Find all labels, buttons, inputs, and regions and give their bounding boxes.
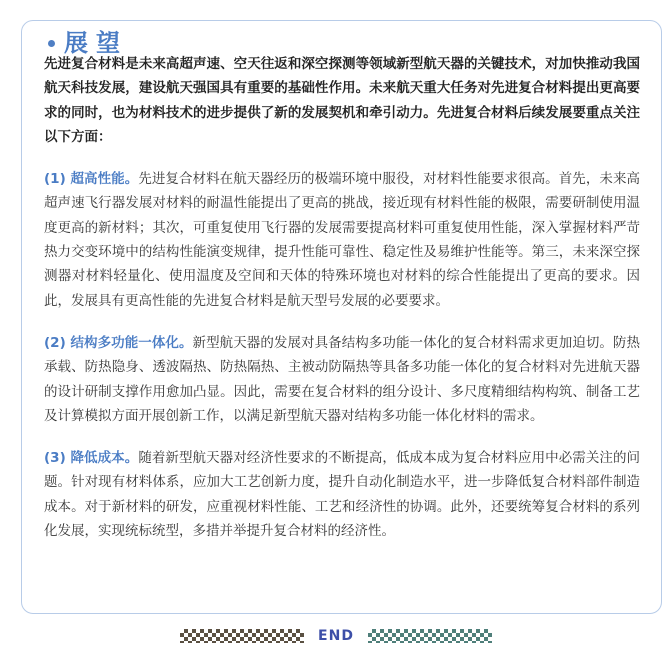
point-label-3: (3) 降低成本。 xyxy=(44,450,139,467)
point-paragraph-2 xyxy=(44,331,640,428)
point-text-1: 先进复合材料在航天器经历的极端环境中服役，对材料性能要求很高。首先，未来高超声速飞行器发展对材料的耐温性能提出了更高的挑战，接近现有材料性能的极限，需要研制使用温度更高的新材料；其次，可重复使用飞行器的发展需要提高材料可重复使用性能，深入掌握材料严苛热力交变环境中的结构性能演变规律，提升性能可靠性、稳定性及易维护性能等。第三，未来深空探测器对材料轻量化、使用温度及空间和天体的特殊环境也对材料的综合性能提出了更高的要求。因此，发展具有更高性能的先进复合材料是航天型号发展的必要要求。 xyxy=(44,171,641,309)
point-text-3: 随着新型航天器对经济性要求的不断提高，低成本成为复合材料应用中必需关注的问题。针对现有材料体系，应加大工艺创新力度，提升自动化制造水平，进一步降低复合材料部件制造成本。对于新材料的研发，应重视材料性能、工艺和经济性的协调。此外，还要统筹复合材料的系列化发展，实现统标统型，多措并举提升复合材料的经济性。 xyxy=(44,450,641,540)
point-paragraph-1 xyxy=(44,167,640,313)
point-paragraph-3 xyxy=(44,446,640,543)
article-body xyxy=(44,52,640,561)
point-label-1: (1) 超高性能。 xyxy=(44,171,139,188)
checker-divider-left xyxy=(180,629,304,643)
point-label-2: (2) 结构多功能一体化。 xyxy=(44,334,193,351)
point-text-2: 新型航天器的发展对具备结构多功能一体化的复合材料需求更加迫切。防热承载、防热隐身、透波隔热、防热隔热、主被动防隔热等具备多功能一体化的复合材料对先进航天器的设计研制支撑作用愈加凸显。因此，需要在复合材料的组分设计、多尺度精细结构构筑、制备工艺及计算模拟方面开展创新工作，以满足新型航天器对结构多功能一体化材料的需求。 xyxy=(44,334,640,424)
end-label: END xyxy=(318,628,354,644)
section-title: 展望 xyxy=(64,29,128,57)
end-footer xyxy=(0,626,672,646)
intro-paragraph: 先进复合材料是未来高超声速、空天往返和深空探测等领域新型航天器的关键技术，对加快推动我国航天科技发展，建设航天强国具有重要的基础性作用。未来航天重大任务对先进复合材料提出更高要求的同时，也为材料技术的进步提供了新的发展契机和牵引动力。先进复合材料后续发展要重点关注以下方面： xyxy=(44,56,640,145)
checker-divider-right xyxy=(368,629,492,643)
bullet-dot-icon xyxy=(48,40,55,47)
